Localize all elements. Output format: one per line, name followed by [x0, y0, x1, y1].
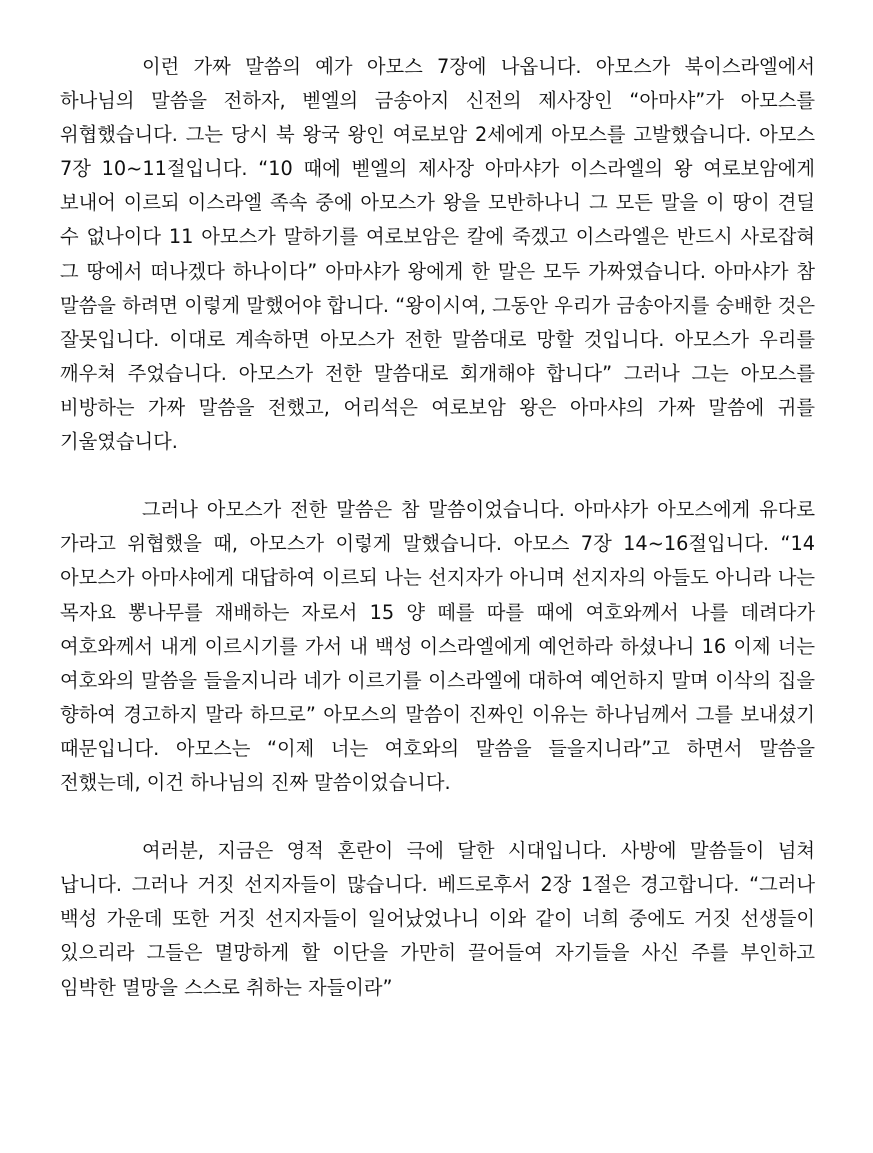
paragraph-amos-false-word: 이런 가짜 말씀의 예가 아모스 7장에 나옵니다. 아모스가 북이스라엘에서 하나님의 말씀을 전하자, 벧엘의 금송아지 신전의 제사장인 “아마샤”가 아모스를 위협했습니다. 그는 당시 북 왕국 왕인 여로보암 2세에게 아모스를 고발했습니다. 아모스 7장 10~11절입니다. “10 때에 벧엘의 제사장 아마샤가 이스라엘의 왕 여로보암에게 보내어 이르되 이스라엘 족속 중에 아모스가 왕을 모반하나니 그 모든 말을 이 땅이 견딜 수 없나이다 11 아모스가 말하기를 여로보암은 칼에 죽겠고 이스라엘은 반드시 사로잡혀 그 땅에서 떠나겠다 하나이다” 아마샤가 왕에게 한 말은 모두 가짜였습니다. 아마샤가 참 말씀을 하려면 이렇게 말했어야 합니다. “왕이시여, 그동안 우리가 금송아지를 숭배한 것은 잘못입니다. 이대로 계속하면 아모스가 전한 말씀대로 망할 것입니다. 아모스가 우리를 깨우쳐 주었습니다. 아모스가 전한 말씀대로 회개해야 합니다” 그러나 그는 아모스를 비방하는 가짜 말씀을 전했고, 어리석은 여로보암 왕은 아마샤의 가짜 말씀에 귀를 기울였습니다.	[60, 55, 815, 454]
paragraph-false-prophets-warning: 여러분, 지금은 영적 혼란이 극에 달한 시대입니다. 사방에 말씀들이 넘쳐 납니다. 그러나 거짓 선지자들이 많습니다. 베드로후서 2장 1절은 경고합니다. “그러나 백성 가운데 또한 거짓 선지자들이 일어났었나니 이와 같이 너희 중에도 거짓 선생들이 있으리라 그들은 멸망하게 할 이단을 가만히 끌어들여 자기들을 사신 주를 부인하고 임박한 멸망을 스스로 취하는 자들이라”	[60, 839, 815, 999]
paragraph-amos-true-word: 그러나 아모스가 전한 말씀은 참 말씀이었습니다. 아마샤가 아모스에게 유다로 가라고 위협했을 때, 아모스가 이렇게 말했습니다. 아모스 7장 14~16절입니다. “14 아모스가 아마샤에게 대답하여 이르되 나는 선지자가 아니며 선지자의 아들도 아니라 나는 목자요 뽕나무를 재배하는 자로서 15 양 떼를 따를 때에 여호와께서 나를 데려다가 여호와께서 내게 이르시기를 가서 내 백성 이스라엘에게 예언하라 하셨나니 16 이제 너는 여호와의 말씀을 들을지니라 네가 이르기를 이스라엘에 대하여 예언하지 말며 이삭의 집을 향하여 경고하지 말라 하므로” 아모스의 말씀이 진짜인 이유는 하나님께서 그를 보내셨기 때문입니다. 아모스는 “이제 너는 여호와의 말씀을 들을지니라”고 하면서 말씀을 전했는데, 이건 하나님의 진짜 말씀이었습니다.	[60, 498, 815, 794]
